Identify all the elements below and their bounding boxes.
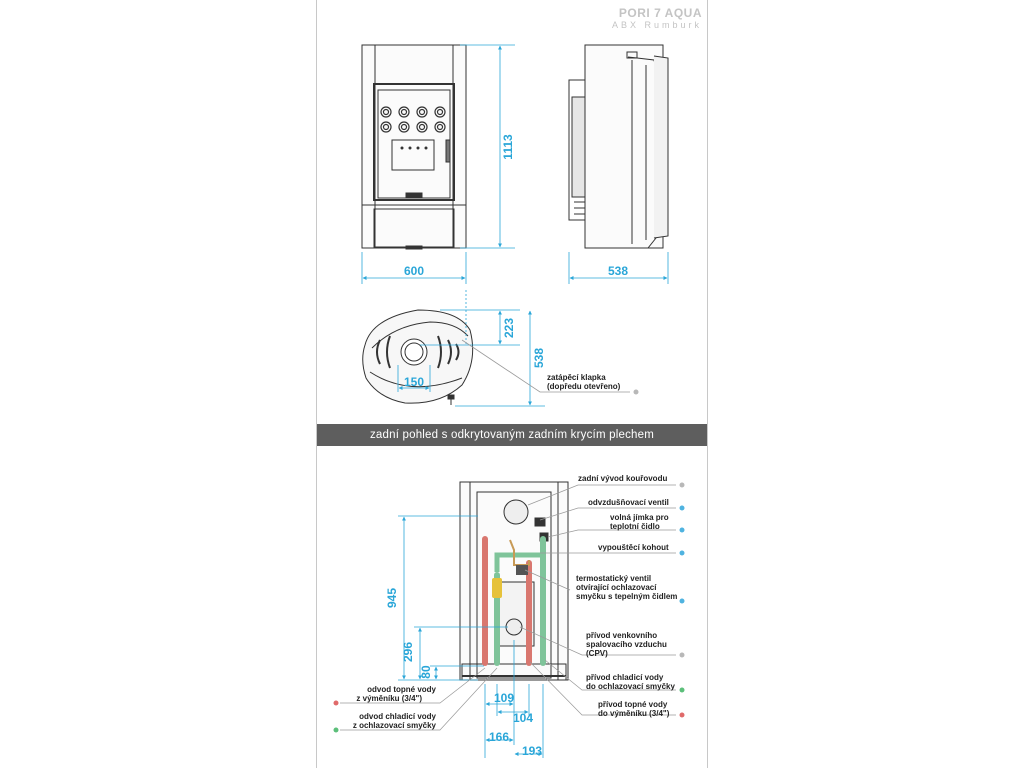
label-sensor-1: volná jímka pro — [610, 513, 669, 522]
label-heat-out-1: odvod topné vody — [367, 685, 436, 694]
label-thermo-1: termostatický ventil — [576, 574, 652, 583]
dot-cool-out — [334, 728, 339, 733]
dim-flue-diameter: 150 — [403, 375, 425, 389]
manufacturer-name: ABX Rumburk — [611, 20, 702, 30]
label-air-valve: odvzdušňovací ventil — [588, 498, 669, 507]
dot-heat-out — [334, 701, 339, 706]
dim-top-depth: 538 — [532, 347, 546, 369]
rear-dots-right — [680, 483, 685, 718]
label-cpv-2: spalovacího vzduchu — [586, 640, 667, 649]
label-sensor-2: teplotní čidlo — [610, 522, 660, 531]
damper-label-1: zatápěcí klapka — [547, 373, 606, 382]
label-cpv-1: přívod venkovního — [586, 631, 658, 640]
label-cool-out-1: odvod chladicí vody — [359, 712, 436, 721]
section-banner: zadní pohled s odkrytovaným zadním krycím plechem — [317, 424, 707, 446]
label-heat-out-2: z výměníku (3/4") — [356, 694, 422, 703]
dim-front-width: 600 — [403, 264, 425, 278]
dim-side-depth: 538 — [607, 264, 629, 278]
side-view — [569, 45, 668, 248]
label-cool-in-1: přívod chladicí vody — [586, 673, 664, 682]
product-title: PORI 7 AQUA — [618, 6, 702, 20]
dim-rear-193: 193 — [521, 744, 543, 758]
label-cool-in-2: do ochlazovací smyčky — [586, 682, 675, 691]
label-rear-flue: zadní vývod kouřovodu — [578, 474, 668, 483]
label-heat-in-2: do výměníku (3/4") — [598, 709, 670, 718]
dim-rear-296: 296 — [401, 641, 415, 663]
label-thermo-3: smyčku s tepelným čidlem — [576, 592, 678, 601]
dim-rear-height: 945 — [385, 587, 399, 609]
dim-top-offset: 223 — [502, 317, 516, 339]
dim-rear-80: 80 — [419, 665, 433, 679]
label-heat-in-1: přívod topné vody — [598, 700, 668, 709]
dim-height: 1113 — [501, 134, 515, 160]
label-drain-tap: vypouštěcí kohout — [598, 543, 669, 552]
label-cpv-3: (CPV) — [586, 649, 608, 658]
dim-rear-166: 166 — [488, 730, 510, 744]
top-view — [363, 310, 473, 405]
label-thermo-2: otvírající ochlazovací — [576, 583, 657, 592]
dim-rear-109: 109 — [493, 691, 515, 705]
front-view — [362, 45, 466, 249]
damper-label-2: (dopředu otevřeno) — [547, 382, 621, 391]
dim-rear-104: 104 — [512, 711, 534, 725]
label-cool-out-2: z ochlazovací smyčky — [352, 721, 436, 730]
